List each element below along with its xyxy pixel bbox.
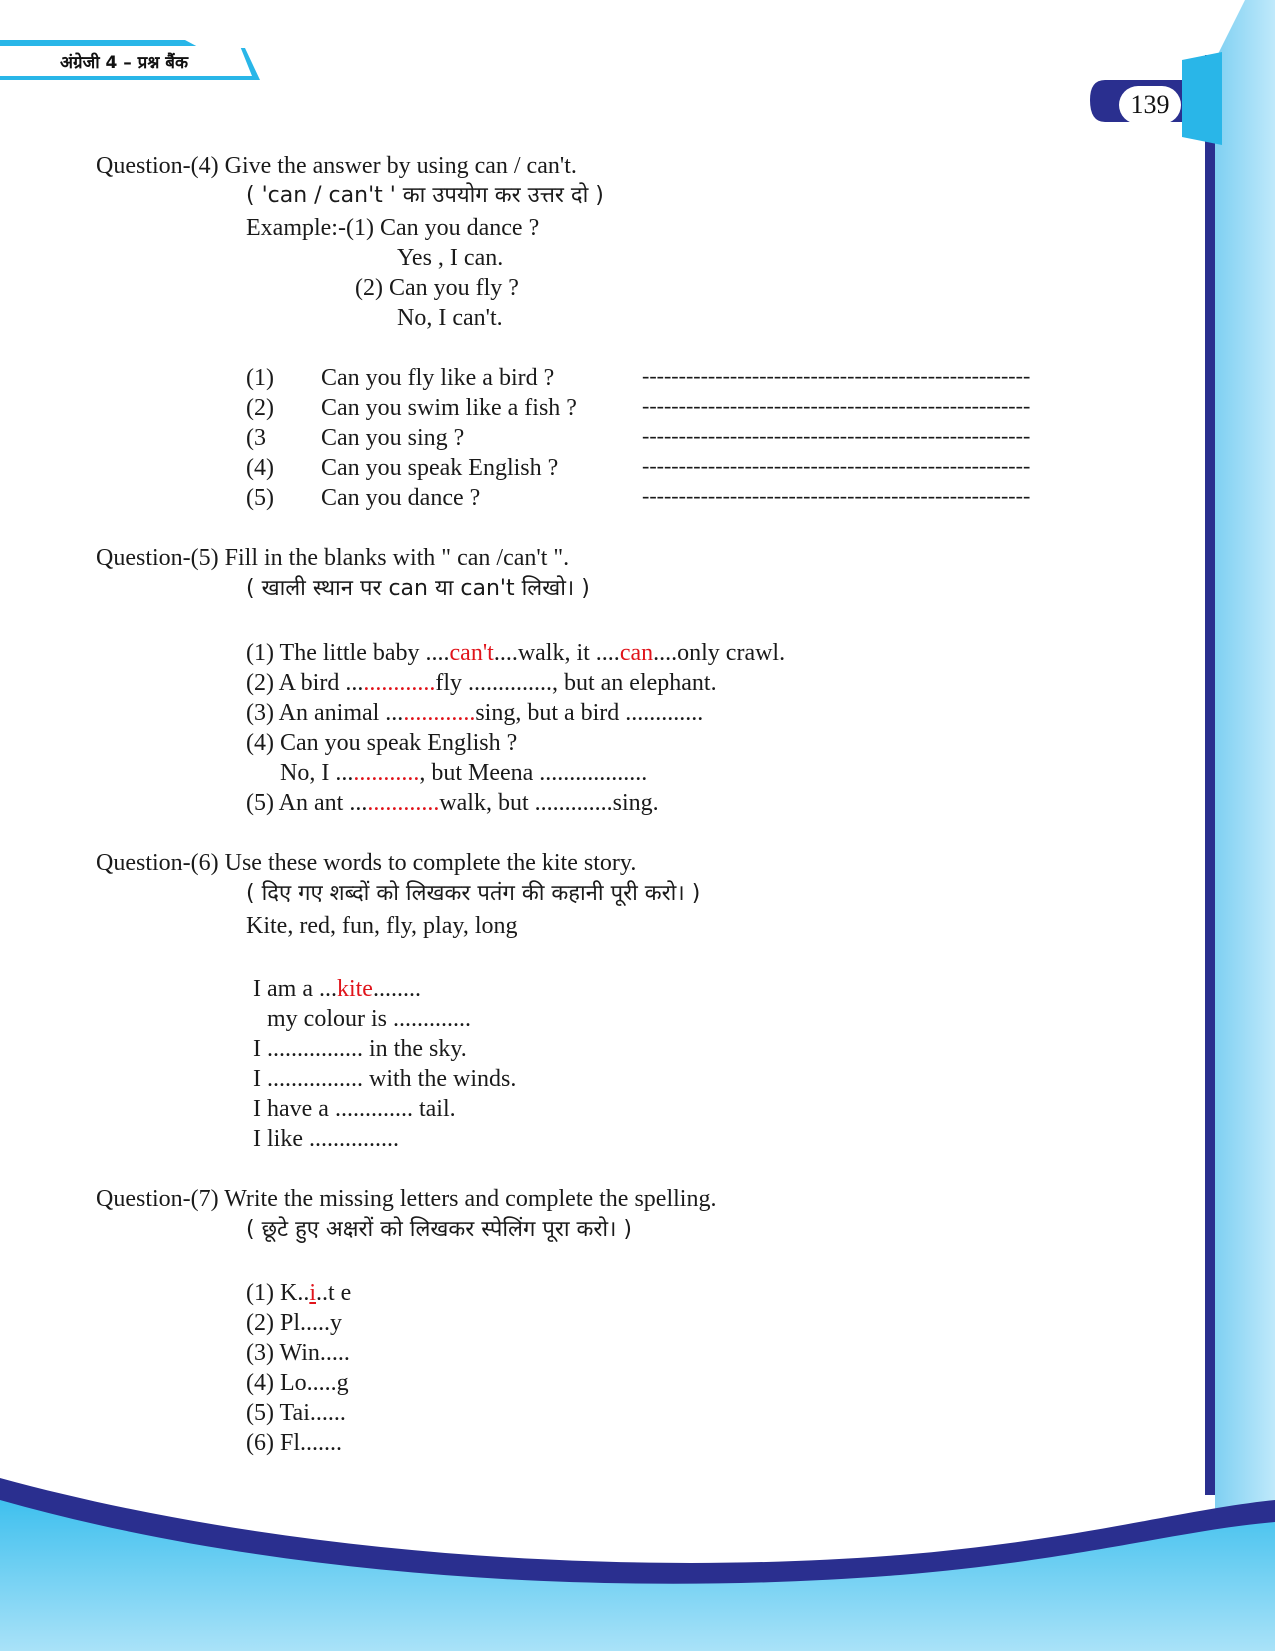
q6-word-bank: Kite, red, fun, fly, play, long xyxy=(246,913,518,939)
q7-item-3: (3) Win..... xyxy=(246,1340,350,1366)
q5-answer: can xyxy=(619,640,654,666)
q7-text: ..t e xyxy=(316,1280,352,1306)
q6-story-line-1 xyxy=(253,974,421,1004)
q4-item-question: Can you speak English ? xyxy=(321,455,559,481)
q4-example-1-answer: Yes , I can. xyxy=(397,245,504,271)
q6-story-line-4: I ................ with the winds. xyxy=(253,1066,517,1092)
q7-text: (1) K.. xyxy=(246,1280,310,1306)
q5-text: ....only crawl. xyxy=(653,640,786,666)
q5-text: walk, but .............sing. xyxy=(439,790,659,816)
q4-example-2-answer: No, I can't. xyxy=(397,305,503,331)
q4-title: Question-(4) Give the answer by using can / can't. xyxy=(96,153,577,179)
q7-title: Question-(7) Write the missing letters and complete the spelling. xyxy=(96,1186,717,1212)
q5-text: ....walk, it .... xyxy=(493,640,620,666)
q7-item-2: (2) Pl.....y xyxy=(246,1310,342,1336)
q4-item-number: (1) xyxy=(246,365,274,391)
q5-sentence-4b xyxy=(280,758,647,788)
q4-item-question: Can you sing ? xyxy=(321,425,465,451)
q7-hindi: ( छूटे हुए अक्षरों को लिखकर स्पेलिंग पूरा करो। ) xyxy=(246,1217,633,1242)
q4-answer-line[interactable]: ----------------------------------------------------- xyxy=(642,453,1031,478)
q4-answer-line[interactable]: ----------------------------------------------------- xyxy=(642,483,1031,508)
q4-hindi: ( 'can / can't ' का उपयोग कर उत्तर दो ) xyxy=(246,183,604,208)
q4-item-number: (4) xyxy=(246,455,274,481)
q7-answer: i xyxy=(309,1280,316,1306)
q4-item-question: Can you fly like a bird ? xyxy=(321,365,555,391)
q6-answer: kite xyxy=(336,976,373,1002)
q6-text: ........ xyxy=(372,976,421,1002)
q4-answer-line[interactable]: ----------------------------------------------------- xyxy=(642,363,1031,388)
q5-text: (1) The little baby .... xyxy=(246,640,450,666)
q6-hindi: ( दिए गए शब्दों को लिखकर पतंग की कहानी पूरी करो। ) xyxy=(246,881,701,906)
q7-item-5: (5) Tai...... xyxy=(246,1400,346,1426)
q7-item-4: (4) Lo.....g xyxy=(246,1370,349,1396)
q4-example-1-question: Example:-(1) Can you dance ? xyxy=(246,215,540,241)
q5-text: No, I ... xyxy=(280,760,354,786)
q6-story-line-3: I ................ in the sky. xyxy=(253,1036,467,1062)
q4-answer-line[interactable]: ----------------------------------------------------- xyxy=(642,393,1031,418)
q5-text: sing, but a bird ............. xyxy=(475,700,704,726)
q4-answer-line[interactable]: ----------------------------------------------------- xyxy=(642,423,1031,448)
q4-item-number: (5) xyxy=(246,485,274,511)
q5-sentence-1 xyxy=(246,638,785,668)
q5-title: Question-(5) Fill in the blanks with " can /can't ". xyxy=(96,545,570,571)
page-number: 139 xyxy=(1119,86,1181,124)
q4-example-2-question: (2) Can you fly ? xyxy=(355,275,519,301)
q5-sentence-5 xyxy=(246,788,659,818)
q4-item-number: (2) xyxy=(246,395,274,421)
q5-sentence-2 xyxy=(246,668,717,698)
book-title: अंग्रेजी 4 – प्रश्न बैंक xyxy=(60,53,189,73)
q5-blank[interactable]: ............ xyxy=(363,670,436,696)
q6-title: Question-(6) Use these words to complete the kite story. xyxy=(96,850,637,876)
q6-text: I am a ... xyxy=(253,976,337,1002)
q4-item-question: Can you swim like a fish ? xyxy=(321,395,577,421)
q5-text: (5) An ant ... xyxy=(246,790,368,816)
q7-item-1 xyxy=(246,1278,351,1308)
q6-story-line-2: my colour is ............. xyxy=(267,1006,471,1032)
q5-text: , but Meena .................. xyxy=(419,760,648,786)
q5-hindi: ( खाली स्थान पर can या can't लिखो। ) xyxy=(246,576,590,601)
q5-blank[interactable]: ............ xyxy=(367,790,440,816)
q6-story-line-6: I like ............... xyxy=(253,1126,399,1152)
q5-text: fly .............., but an elephant. xyxy=(435,670,717,696)
q5-sentence-4: (4) Can you speak English ? xyxy=(246,730,518,756)
q5-sentence-3 xyxy=(246,698,703,728)
q5-answer: can't xyxy=(449,640,494,666)
q5-text: (3) An animal ... xyxy=(246,700,404,726)
q7-item-6: (6) Fl....... xyxy=(246,1430,342,1456)
q6-story-line-5: I have a ............. tail. xyxy=(253,1096,456,1122)
q5-blank[interactable]: ............ xyxy=(403,700,476,726)
q4-item-question: Can you dance ? xyxy=(321,485,481,511)
q4-item-number: (3 xyxy=(246,425,266,451)
q5-text: (2) A bird ... xyxy=(246,670,364,696)
q5-blank[interactable]: ........... xyxy=(353,760,420,786)
